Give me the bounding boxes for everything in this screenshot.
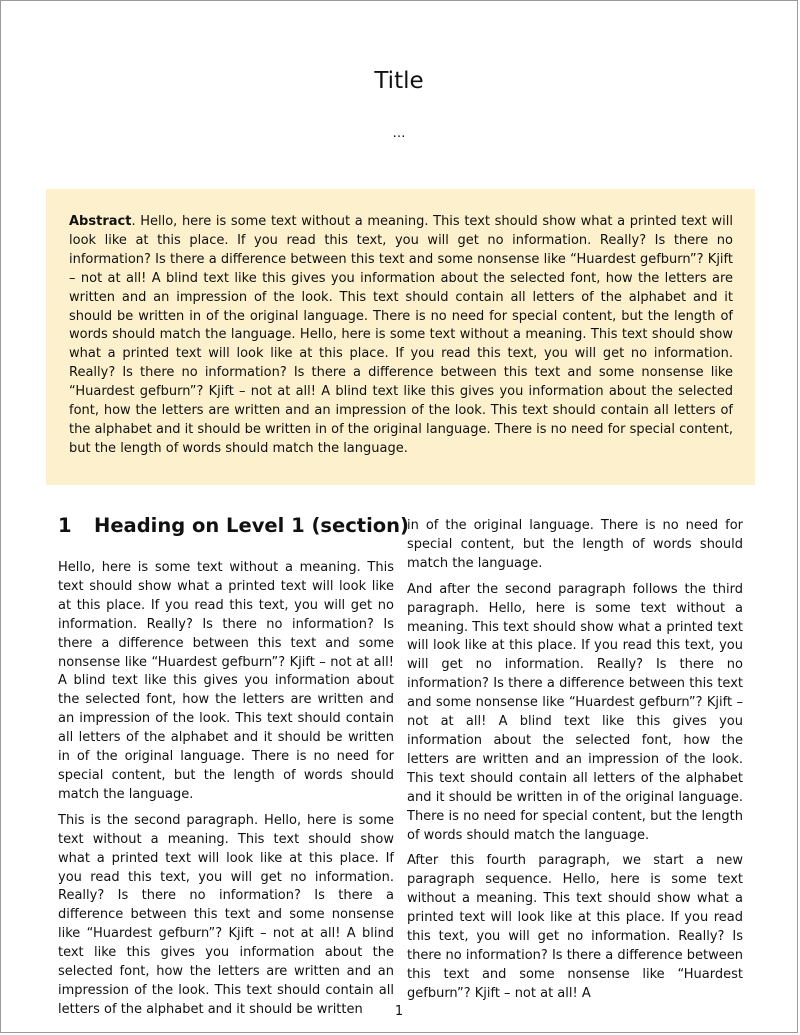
- page-number: 1: [394, 1004, 404, 1019]
- section-heading-text: Heading on Level 1 (section): [94, 514, 409, 537]
- section-number: 1: [58, 514, 72, 537]
- left-column: [58, 513, 409, 1027]
- paragraph: This is the second paragraph. Hello, here is some text without a meaning. This text should show what a printed text will look like at this place. If you read this text, you will get no information. Really? Is there no information? Is there a difference between this text and some nonsense like “Huardest gefburn”? Kjift – not at all! A blind text like this gives you information about the selected font, how the letters are written and an impression of the look. This text should contain all letters of the alphabet and it should be written: [58, 812, 394, 1017]
- paragraph: in of the original language. There is no need for special content, but the length of words should match the language.: [407, 518, 743, 571]
- abstract-text: . Hello, here is some text without a meaning. This text should show what a printed text will look like at this place. If you read this text, you will get no information. Really? Is there no information? Is there a difference between this text and some nonsense like “Huardest gefburn”? Kjift – not at all! A blind text like this gives you information about the selected font, how the letters are written and an impression of the look. This text should contain all letters of the alphabet and it should be written in of the original language. There is no need for special content, but the length of words should match the language. Hello, here is some text without a meaning. This text should show what a printed text will look like at this place. If you read this text, you will get no information. Really? Is there no information? Is there a difference between this text and some nonsense like “Huardest gefburn”? Kjift – not at all! A blind text like this gives you information about the selected font, how the letters are written and an impression of the look. This text should contain all letters of the alphabet and it should be written in of the original language. There is no need for special content, but the length of words should match the language.: [69, 214, 734, 456]
- paragraph: Hello, here is some text without a meaning. This text should show what a printed text will look like at this place. If you read this text, you will get no information. Really? Is there no information? Is there a difference between this text and some nonsense like “Huardest gefburn”? Kjift – not at all! A blind text like this gives you information about the selected font, how the letters are written and an impression of the look. This text should contain all letters of the alphabet and it should be written in of the original language. There is no need for special content, but the length of words should match the language.: [58, 560, 394, 802]
- document-title: Title: [374, 68, 424, 94]
- right-column: [407, 517, 743, 1011]
- document-subtitle: …: [392, 126, 406, 141]
- abstract-box: [46, 189, 755, 485]
- abstract-label: Abstract: [69, 214, 132, 229]
- paragraph: After this fourth paragraph, we start a new paragraph sequence. Hello, here is some text without a meaning. This text should show what a printed text will look like at this place. If you read this text, you will get no information. Really? Is there no information? Is there a difference between this text and some nonsense like “Huardest gefburn”? Kjift – not at all! A: [407, 853, 743, 1001]
- paragraph: And after the second paragraph follows the third paragraph. Hello, here is some text without a meaning. This text should show what a printed text will look like at this place. If you read this text, you will get no information. Really? Is there no information? Is there a difference between this text and some nonsense like “Huardest gefburn”? Kjift – not at all! A blind text like this gives you information about the selected font, how the letters are written and an impression of the look. This text should contain all letters of the alphabet and it should be written in of the original language. There is no need for special content, but the length of words should match the language.: [407, 581, 743, 843]
- section-heading: [58, 513, 409, 539]
